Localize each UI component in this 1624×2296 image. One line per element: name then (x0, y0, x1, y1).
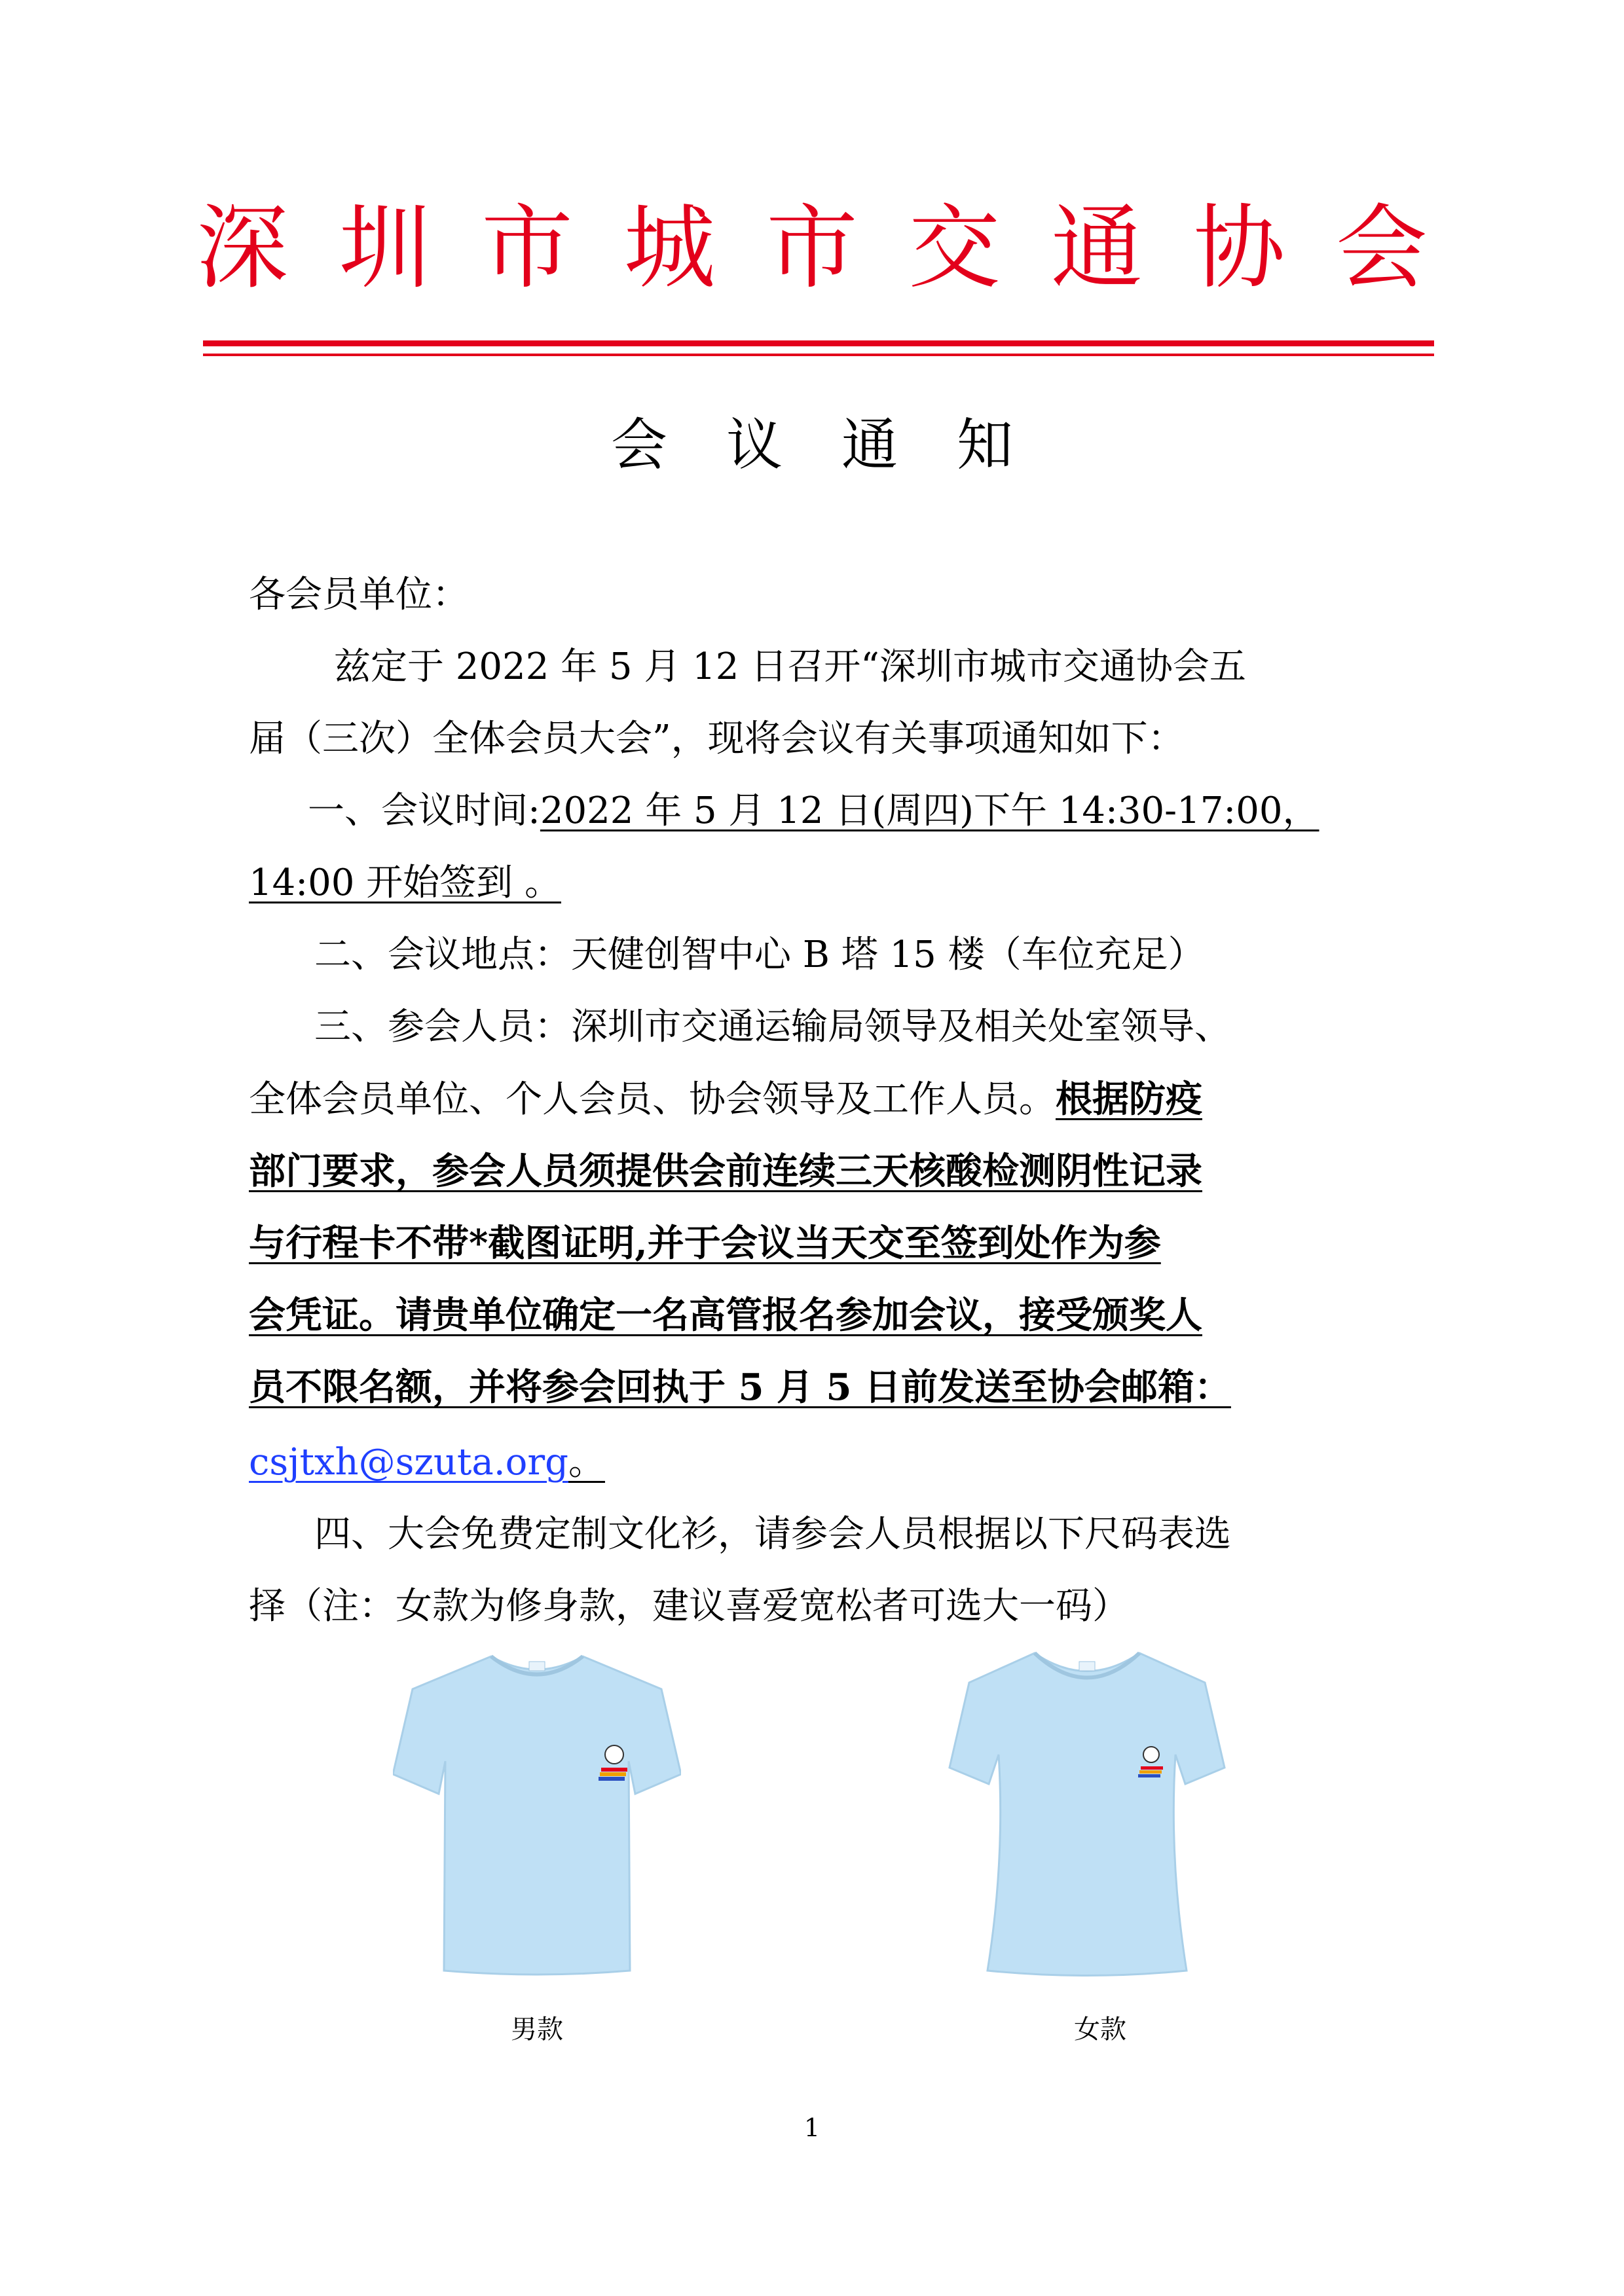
item-attendees-line-1: 三、参会人员：深圳市交通运输局领导及相关处室领导、 (314, 1006, 1231, 1048)
requirement-text: 员不限名额，并将参会回执于 5 月 5 日前发送至协会邮箱： (249, 1366, 1231, 1409)
org-char: 深 (196, 195, 289, 302)
org-char: 通 (1050, 195, 1143, 302)
org-char: 市 (766, 195, 858, 302)
header-divider-thick (203, 340, 1434, 346)
requirement-line-3 (249, 1146, 1388, 1197)
email-link[interactable]: csjtxh@szuta.org (249, 1441, 568, 1484)
female-shirt-caption: 女款 (1074, 2014, 1126, 2045)
item-culture-shirt-line-1: 四、大会免费定制文化衫，请参会人员根据以下尺码表选 (314, 1513, 1231, 1556)
item-attendees-line-2 (249, 1074, 1388, 1125)
org-char: 交 (908, 195, 1001, 302)
attendees-text: 全体会员单位、个人会员、协会领导及工作人员。 (249, 1078, 1056, 1121)
epidemic-requirement-start: 根据防疫 (1056, 1078, 1202, 1121)
org-char: 市 (481, 195, 573, 302)
requirement-line-4 (249, 1218, 1388, 1269)
document-title: 会议通知 (611, 412, 1072, 478)
meeting-time-value: 2022 年 5 月 12 日(周四)下午 14:30-17:00， (540, 790, 1320, 832)
item-culture-shirt-line-2: 择（注：女款为修身款，建议喜爱宽松者可选大一码） (249, 1585, 1129, 1628)
item-label: 一、会议时间: (308, 790, 540, 832)
organization-name (196, 196, 1428, 301)
email-tail: 。 (568, 1441, 605, 1484)
male-shirt-caption: 男款 (511, 2014, 563, 2045)
page-number: 1 (803, 2113, 821, 2142)
female-tshirt-image (943, 1643, 1231, 1977)
org-char: 会 (1335, 195, 1428, 302)
salutation: 各会员单位： (249, 574, 469, 616)
org-char: 城 (623, 195, 716, 302)
requirement-text: 与行程卡不带*截图证明,并于会议当天交至签到处作为参 (249, 1222, 1161, 1265)
check-in-time: 14:00 开始签到 。 (249, 862, 561, 904)
requirement-text: 部门要求，参会人员须提供会前连续三天核酸检测阴性记录 (249, 1150, 1202, 1193)
intro-line-2: 届（三次）全体会员大会”，现将会议有关事项通知如下： (249, 718, 1185, 760)
requirement-line-5 (249, 1290, 1388, 1341)
email-line (249, 1437, 1388, 1488)
requirement-line-6 (249, 1362, 1388, 1413)
meeting-time-continuation (249, 858, 1388, 909)
header-divider-thin (203, 354, 1434, 356)
org-char: 协 (1193, 195, 1285, 302)
male-tshirt-image (393, 1643, 681, 1977)
item-meeting-location: 二、会议地点：天健创智中心 B 塔 15 楼（车位充足） (314, 934, 1205, 976)
item-meeting-time (249, 786, 1447, 837)
intro-line-1: 兹定于 2022 年 5 月 12 日召开“深圳市城市交通协会五 (334, 646, 1246, 688)
org-char: 圳 (339, 195, 431, 302)
requirement-text: 会凭证。请贵单位确定一名高管报名参加会议，接受颁奖人 (249, 1294, 1202, 1337)
